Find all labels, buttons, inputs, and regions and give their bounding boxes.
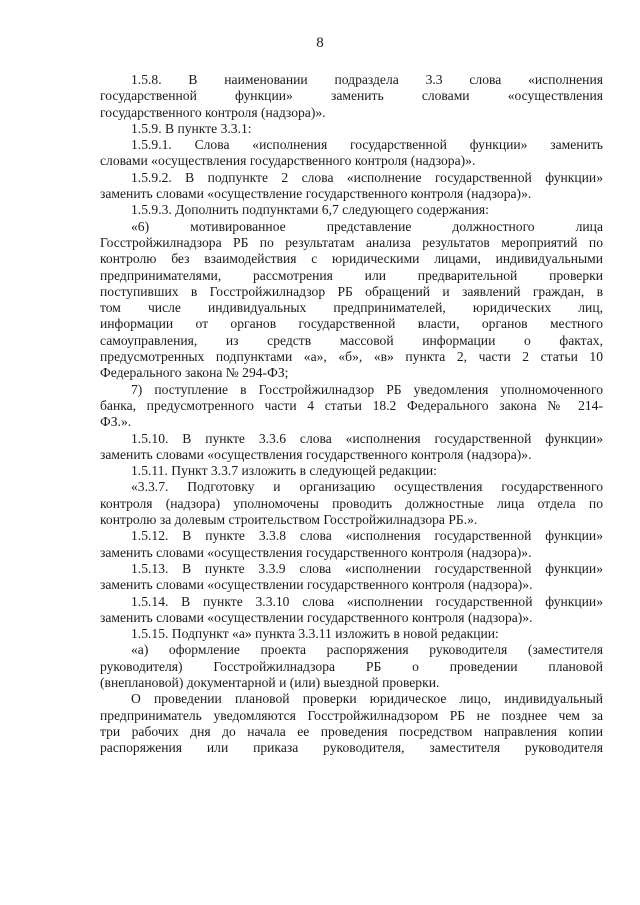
text-line: 1.5.12. В пункте 3.3.8 слова «исполнения государственной функции» [131,528,603,544]
text-line: «3.3.7. Подготовку и организацию осуществления государственного [131,479,603,495]
text-line: контроля (надзора) уполномочены проводить должностные лица отдела по [100,495,603,511]
text-line: Федерального закона № 294-ФЗ; [100,365,289,381]
text-line: контролю без взаимодействия с юридическими лицами, индивидуальными [100,251,603,267]
text-line: самоуправления, из средств массовой информации о фактах, [100,332,603,348]
text-line: 1.5.9.2. В подпункте 2 слова «исполнение государственной функции» [131,169,603,185]
text-line: словами «осуществления государственного контроля (надзора)». [100,153,476,169]
text-line: заменить словами «осуществления государственного контроля (надзора)». [100,544,532,560]
text-line: 1.5.10. В пункте 3.3.6 слова «исполнения государственной функции» [131,430,603,446]
page-number: 8 [316,35,324,51]
text-line: «а) оформление проекта распоряжения руководителя (заместителя [131,642,603,658]
text-line: государственного контроля (надзора)». [100,104,326,120]
text-line: контролю за долевым строительством Госстройжилнадзора РБ.». [100,512,478,528]
text-line: (внеплановой) документарной и (или) выездной проверки. [100,674,440,690]
text-line: предприниматель уведомляются Госстройжилнадзором РБ не позднее чем за [100,707,603,723]
text-line: государственной функции» заменить словами «осуществления [100,88,603,104]
text-line: поступивших в Госстройжилнадзор РБ обращений и заявлений граждан, в [100,283,603,299]
text-line: предпринимателями, рассмотрения или предварительной проверки [100,267,603,283]
text-line: ФЗ.». [100,414,132,430]
text-line: 1.5.14. В пункте 3.3.10 слова «исполнении государственной функции» [131,593,603,609]
text-line: 1.5.9.1. Слова «исполнения государственной функции» заменить [131,137,603,153]
text-line: 1.5.13. В пункте 3.3.9 слова «исполнении государственной функции» [131,560,603,576]
text-line: 1.5.9.3. Дополнить подпунктами 6,7 следующего содержания: [131,202,489,218]
text-line: 7) поступление в Госстройжилнадзор РБ уведомления уполномоченного [131,381,603,397]
text-line: руководителя) Госстройжилнадзора РБ о проведении плановой [100,658,603,674]
text-line: заменить словами «осуществление государственного контроля (надзора)». [100,186,532,202]
text-line: 1.5.15. Подпункт «а» пункта 3.3.11 изложить в новой редакции: [131,626,499,642]
text-line: 1.5.9. В пункте 3.3.1: [131,120,252,136]
text-line: заменить словами «осуществлении государственного контроля (надзора)». [100,609,533,625]
text-line: банка, предусмотренного части 4 статьи 18.2 Федерального закона № 214- [100,397,603,413]
text-line: распоряжения или приказа руководителя, заместителя руководителя [100,740,603,756]
text-line: Госстройжилнадзора РБ по результатам анализа результатов мероприятий по [100,234,603,250]
text-line: заменить словами «осуществления государственного контроля (надзора)». [100,446,532,462]
text-line: 1.5.8. В наименовании подраздела 3.3 слова «исполнения [131,72,603,87]
text-line: «6) мотивированное представление должностного лица [131,218,603,234]
text-line: заменить словами «осуществлении государственного контроля (надзора)». [100,577,533,593]
text-line: О проведении плановой проверки юридическое лицо, индивидуальный [131,691,603,707]
text-line: информации от органов государственной власти, органов местного [100,316,603,332]
text-line: 1.5.11. Пункт 3.3.7 изложить в следующей редакции: [131,463,437,479]
text-line: предусмотренных подпунктами «а», «б», «в» пункта 2, части 2 статьи 10 [100,349,603,365]
text-line: три рабочих дня до начала ее проведения посредством направления копии [100,723,603,739]
document-body [100,72,603,756]
text-line: том числе индивидуальных предпринимателей, юридических лиц, [100,300,603,316]
